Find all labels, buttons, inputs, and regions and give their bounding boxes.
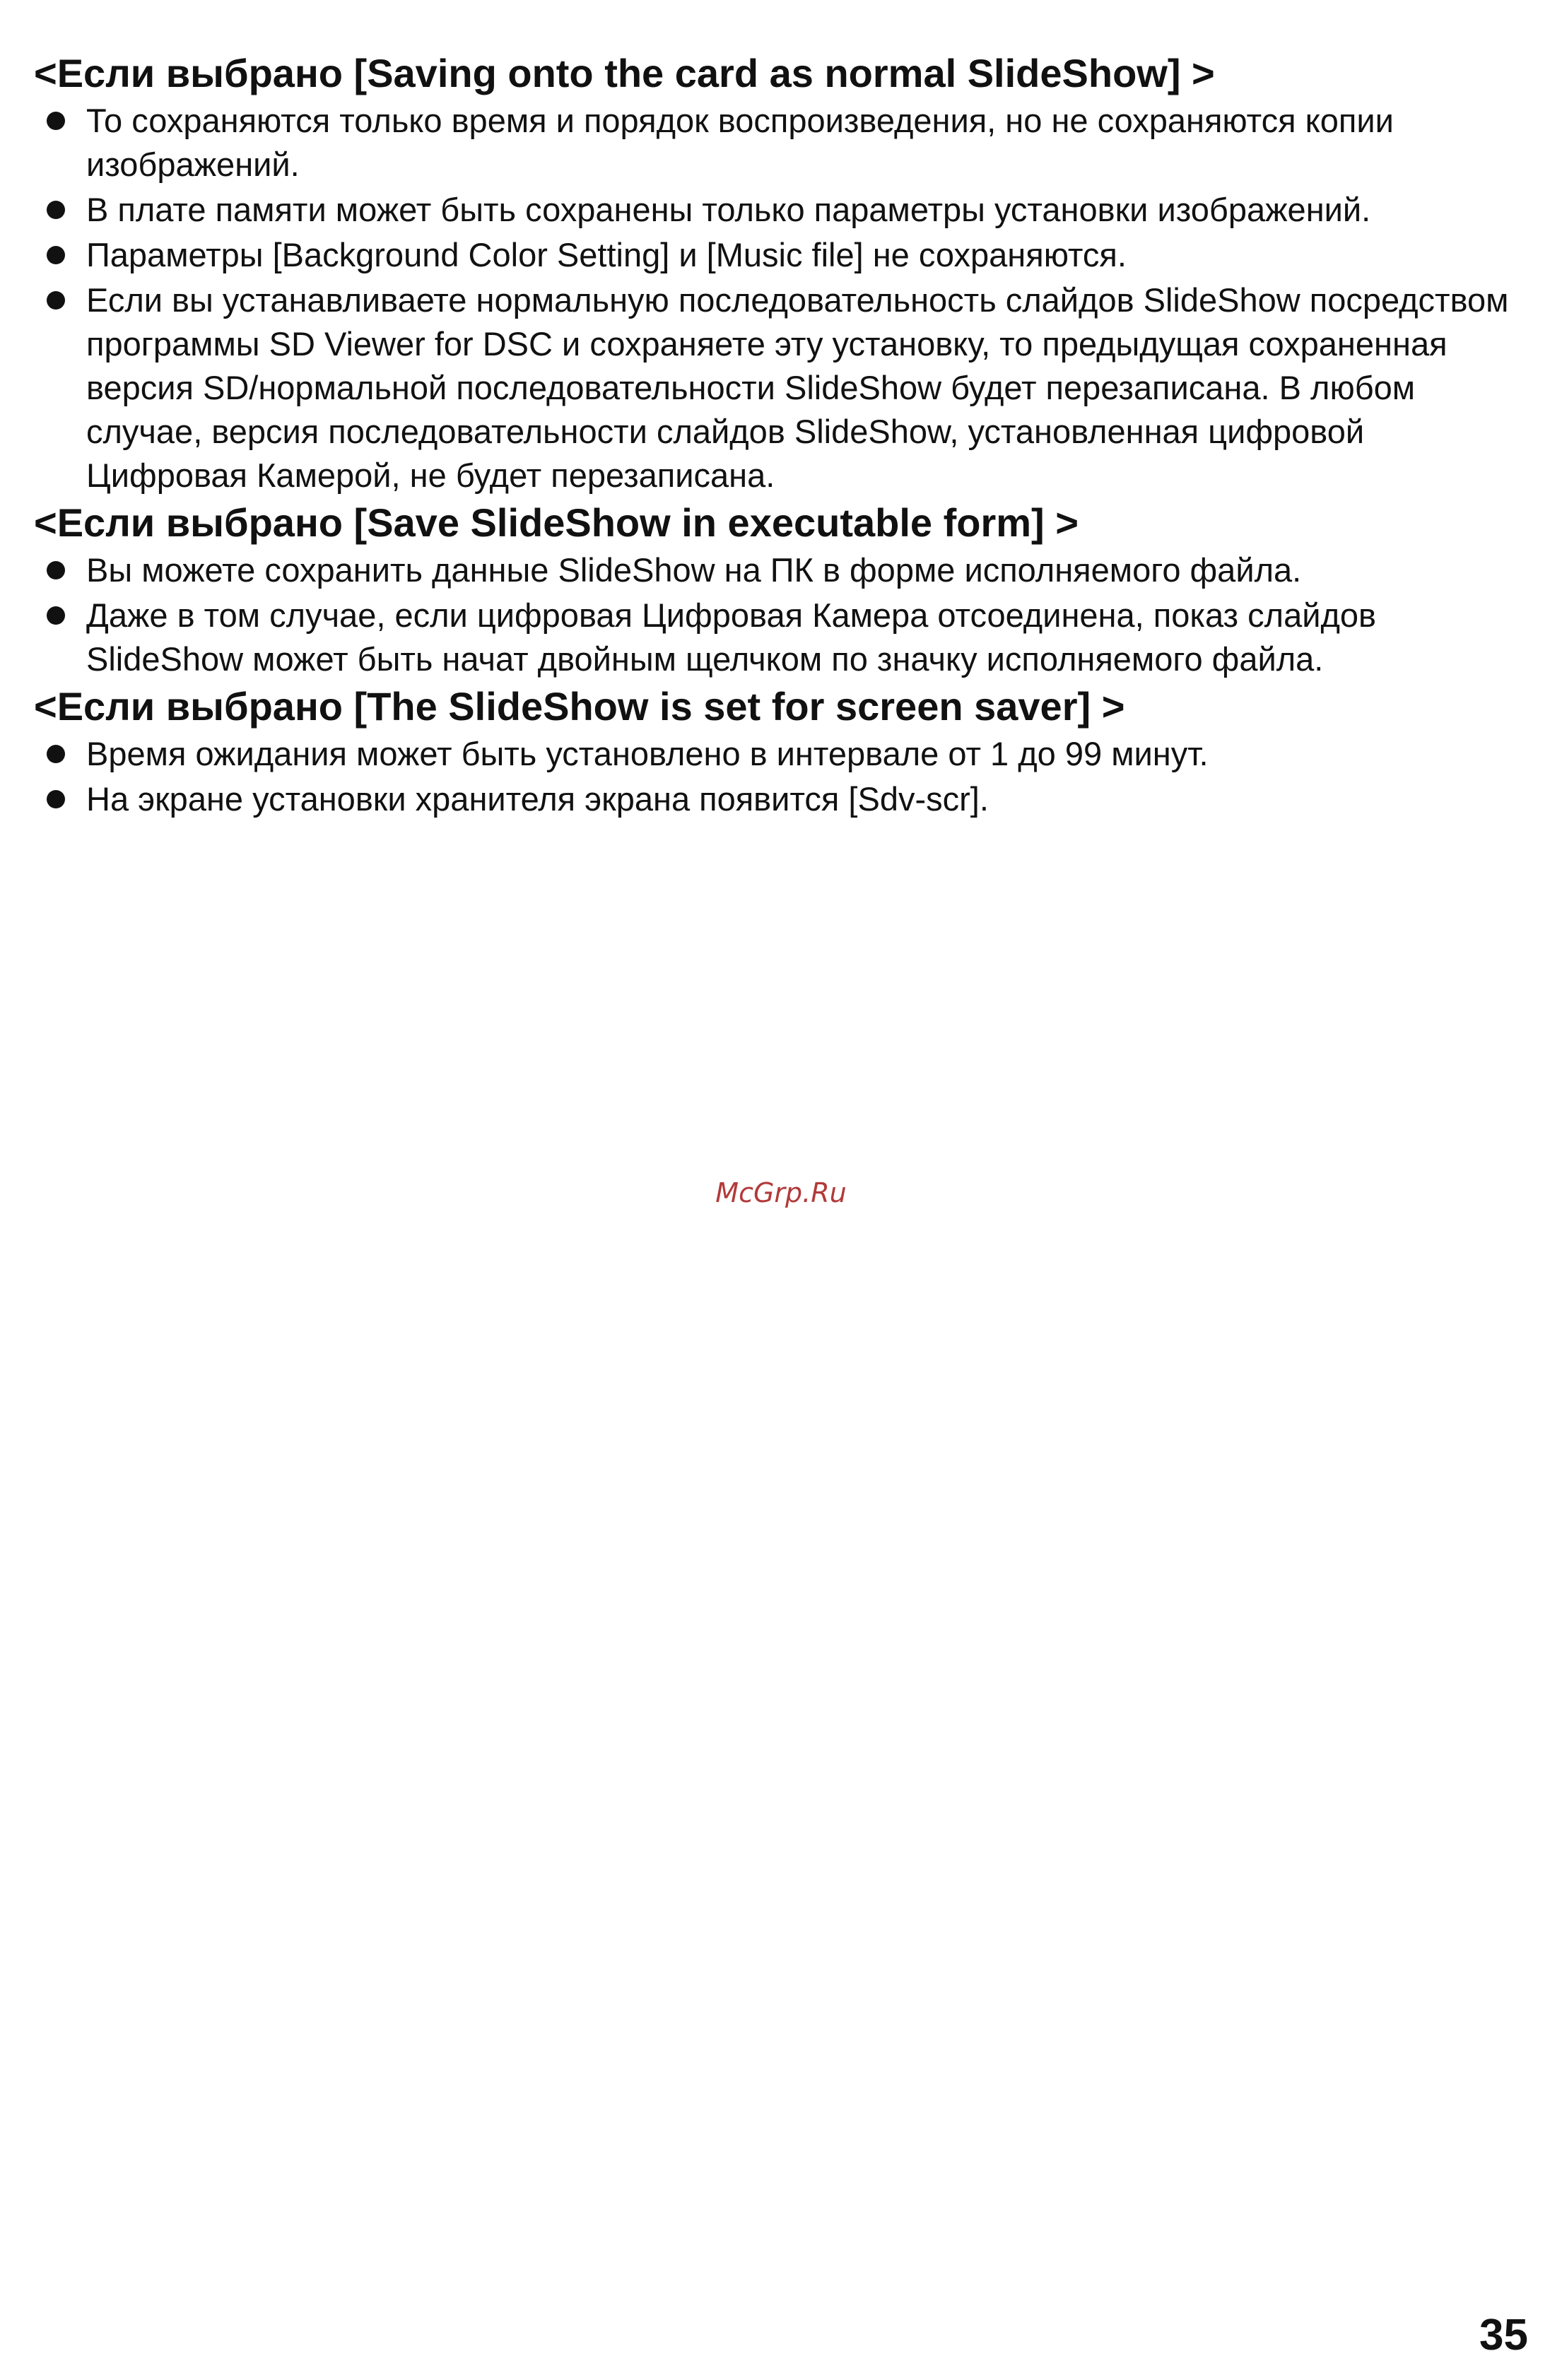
list-item-text: То сохраняются только время и порядок воспроизведения, но не сохраняются копии изображений. bbox=[86, 102, 1394, 183]
bullet-list bbox=[34, 732, 1525, 821]
list-item bbox=[34, 278, 1525, 497]
list-item-text: Даже в том случае, если цифровая Цифровая Камера отсоединена, показ слайдов SlideShow может быть начат двойным щелчком по значку исполняемого файла. bbox=[86, 596, 1377, 678]
section-save-executable bbox=[34, 499, 1525, 681]
bullet-list bbox=[34, 548, 1525, 681]
list-item-text: Вы можете сохранить данные SlideShow на ПК в форме исполняемого файла. bbox=[86, 551, 1302, 589]
bullet-icon bbox=[47, 246, 65, 264]
section-heading: <Если выбрано [The SlideShow is set for screen saver] > bbox=[34, 684, 1125, 729]
list-item bbox=[34, 233, 1525, 277]
bullet-icon bbox=[47, 606, 65, 625]
bullet-icon bbox=[47, 561, 65, 579]
section-heading: <Если выбрано [Save SlideShow in executable form] > bbox=[34, 500, 1079, 545]
list-item-text: В плате памяти может быть сохранены только параметры установки изображений. bbox=[86, 191, 1371, 228]
list-item bbox=[34, 548, 1525, 592]
bullet-icon bbox=[47, 112, 65, 130]
section-heading: <Если выбрано [Saving onto the card as normal SlideShow] > bbox=[34, 51, 1215, 95]
list-item-text: На экране установки хранителя экрана появится [Sdv-scr]. bbox=[86, 780, 989, 818]
list-item bbox=[34, 188, 1525, 232]
list-item-text: Если вы устанавливаете нормальную последовательность слайдов SlideShow посредством программы SD Viewer for DSC и сохраняете эту установку, то предыдущая сохраненная версия SD/нормальной последовательности SlideShow будет перезаписана. В любом случае, версия последовательности слайдов SlideShow, установленная цифровой Цифровая Камерой, не будет перезаписана. bbox=[86, 281, 1509, 494]
list-item bbox=[34, 594, 1525, 681]
list-item bbox=[34, 732, 1525, 776]
page-content bbox=[34, 49, 1525, 823]
section-saving-normal bbox=[34, 49, 1525, 497]
watermark: McGrp.Ru bbox=[715, 1177, 847, 1208]
list-item bbox=[34, 99, 1525, 187]
bullet-icon bbox=[47, 790, 65, 808]
bullet-icon bbox=[47, 745, 65, 763]
page-number: 35 bbox=[1479, 2311, 1528, 2360]
list-item-text: Параметры [Background Color Setting] и [Music file] не сохраняются. bbox=[86, 236, 1127, 273]
list-item-text: Время ожидания может быть установлено в интервале от 1 до 99 минут. bbox=[86, 735, 1209, 772]
list-item bbox=[34, 777, 1525, 821]
bullet-icon bbox=[47, 291, 65, 310]
bullet-icon bbox=[47, 201, 65, 219]
section-screen-saver bbox=[34, 683, 1525, 821]
bullet-list bbox=[34, 99, 1525, 497]
